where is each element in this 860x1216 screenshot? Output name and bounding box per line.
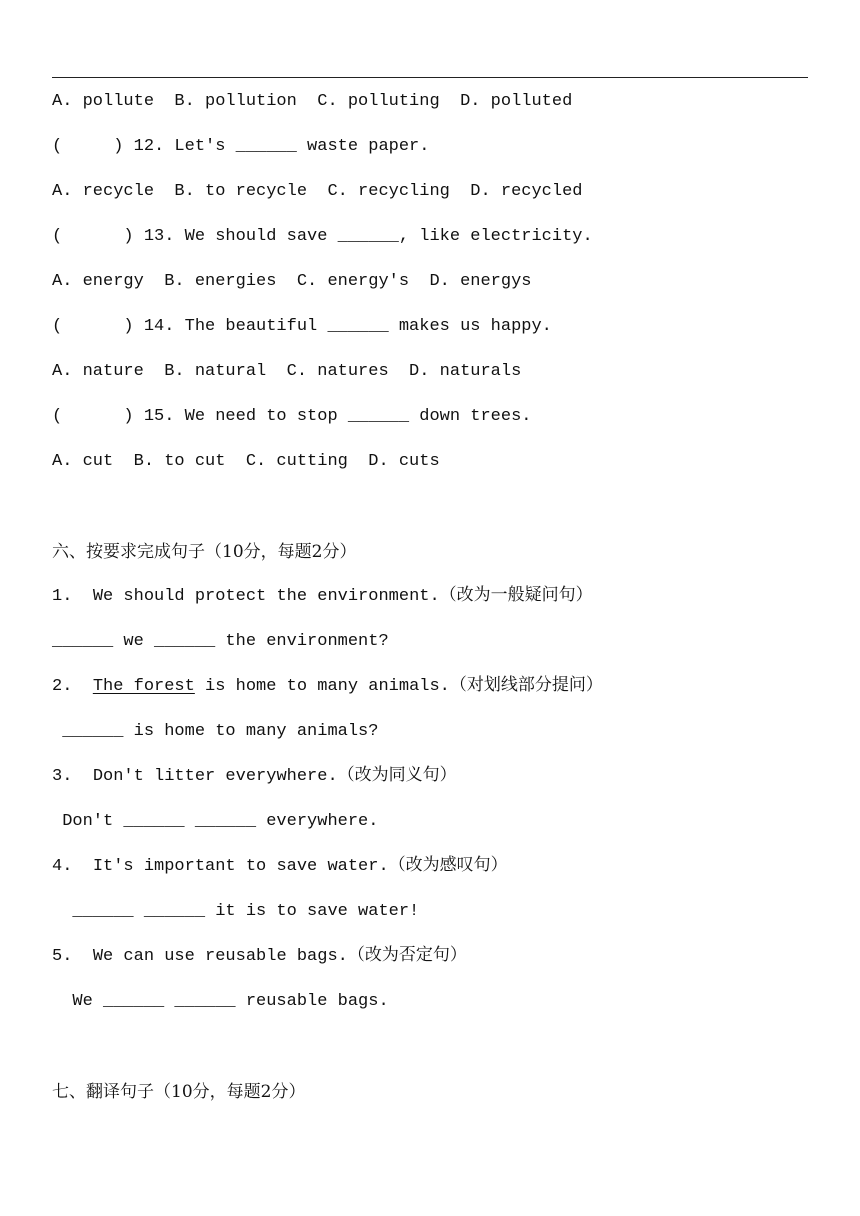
s6-item-3-answer: Don't ______ ______ everywhere. <box>52 812 379 831</box>
s6-item-1-answer: ______ we ______ the environment? <box>52 632 389 651</box>
s6-item-2-answer: ______ is home to many animals? <box>52 722 379 741</box>
s6-item-4-text: It's important to save water.（改为感叹句） <box>92 857 508 876</box>
q14-question: ( ) 14. The beautiful ______ makes us happy. <box>52 317 552 336</box>
q13-options: A. energy B. energies C. energy's D. energys <box>52 272 532 291</box>
s6-item-5-text: We can use reusable bags.（改为否定句） <box>92 947 467 966</box>
q14-options: A. nature B. natural C. natures D. naturals <box>52 362 522 381</box>
s6-item-2-number: 2. <box>52 677 73 696</box>
s6-item-3 <box>52 766 457 788</box>
q15-options: A. cut B. to cut C. cutting D. cuts <box>52 452 440 471</box>
s6-item-1 <box>52 586 593 608</box>
q12-options: A. recycle B. to recycle C. recycling D. recycled <box>52 182 583 201</box>
q12-question: ( ) 12. Let's ______ waste paper. <box>52 137 430 156</box>
s6-item-5 <box>52 946 467 968</box>
s6-item-3-text: Don't litter everywhere.（改为同义句） <box>92 767 457 786</box>
header-rule <box>52 77 808 78</box>
section7-heading: 七、翻译句子（10分，每题2分） <box>52 1082 306 1102</box>
q15-question: ( ) 15. We need to stop ______ down trees. <box>52 407 532 426</box>
s6-item-1-number: 1. <box>52 587 73 606</box>
q11-options: A. pollute B. pollution C. polluting D. polluted <box>52 92 573 111</box>
s6-item-5-number: 5. <box>52 947 73 966</box>
s6-item-5-answer: We ______ ______ reusable bags. <box>52 992 389 1011</box>
s6-item-4-answer: ______ ______ it is to save water! <box>52 902 420 921</box>
s6-item-2-underlined: The forest <box>92 677 195 696</box>
s6-item-2-text: is home to many animals.（对划线部分提问） <box>194 677 603 696</box>
q13-question: ( ) 13. We should save ______, like electricity. <box>52 227 593 246</box>
s6-item-2 <box>52 676 603 698</box>
s6-item-4 <box>52 856 508 878</box>
section6-heading: 六、按要求完成句子（10分，每题2分） <box>52 542 357 562</box>
s6-item-4-number: 4. <box>52 857 73 876</box>
s6-item-3-number: 3. <box>52 767 73 786</box>
s6-item-1-text: We should protect the environment.（改为一般疑问句） <box>92 587 593 606</box>
